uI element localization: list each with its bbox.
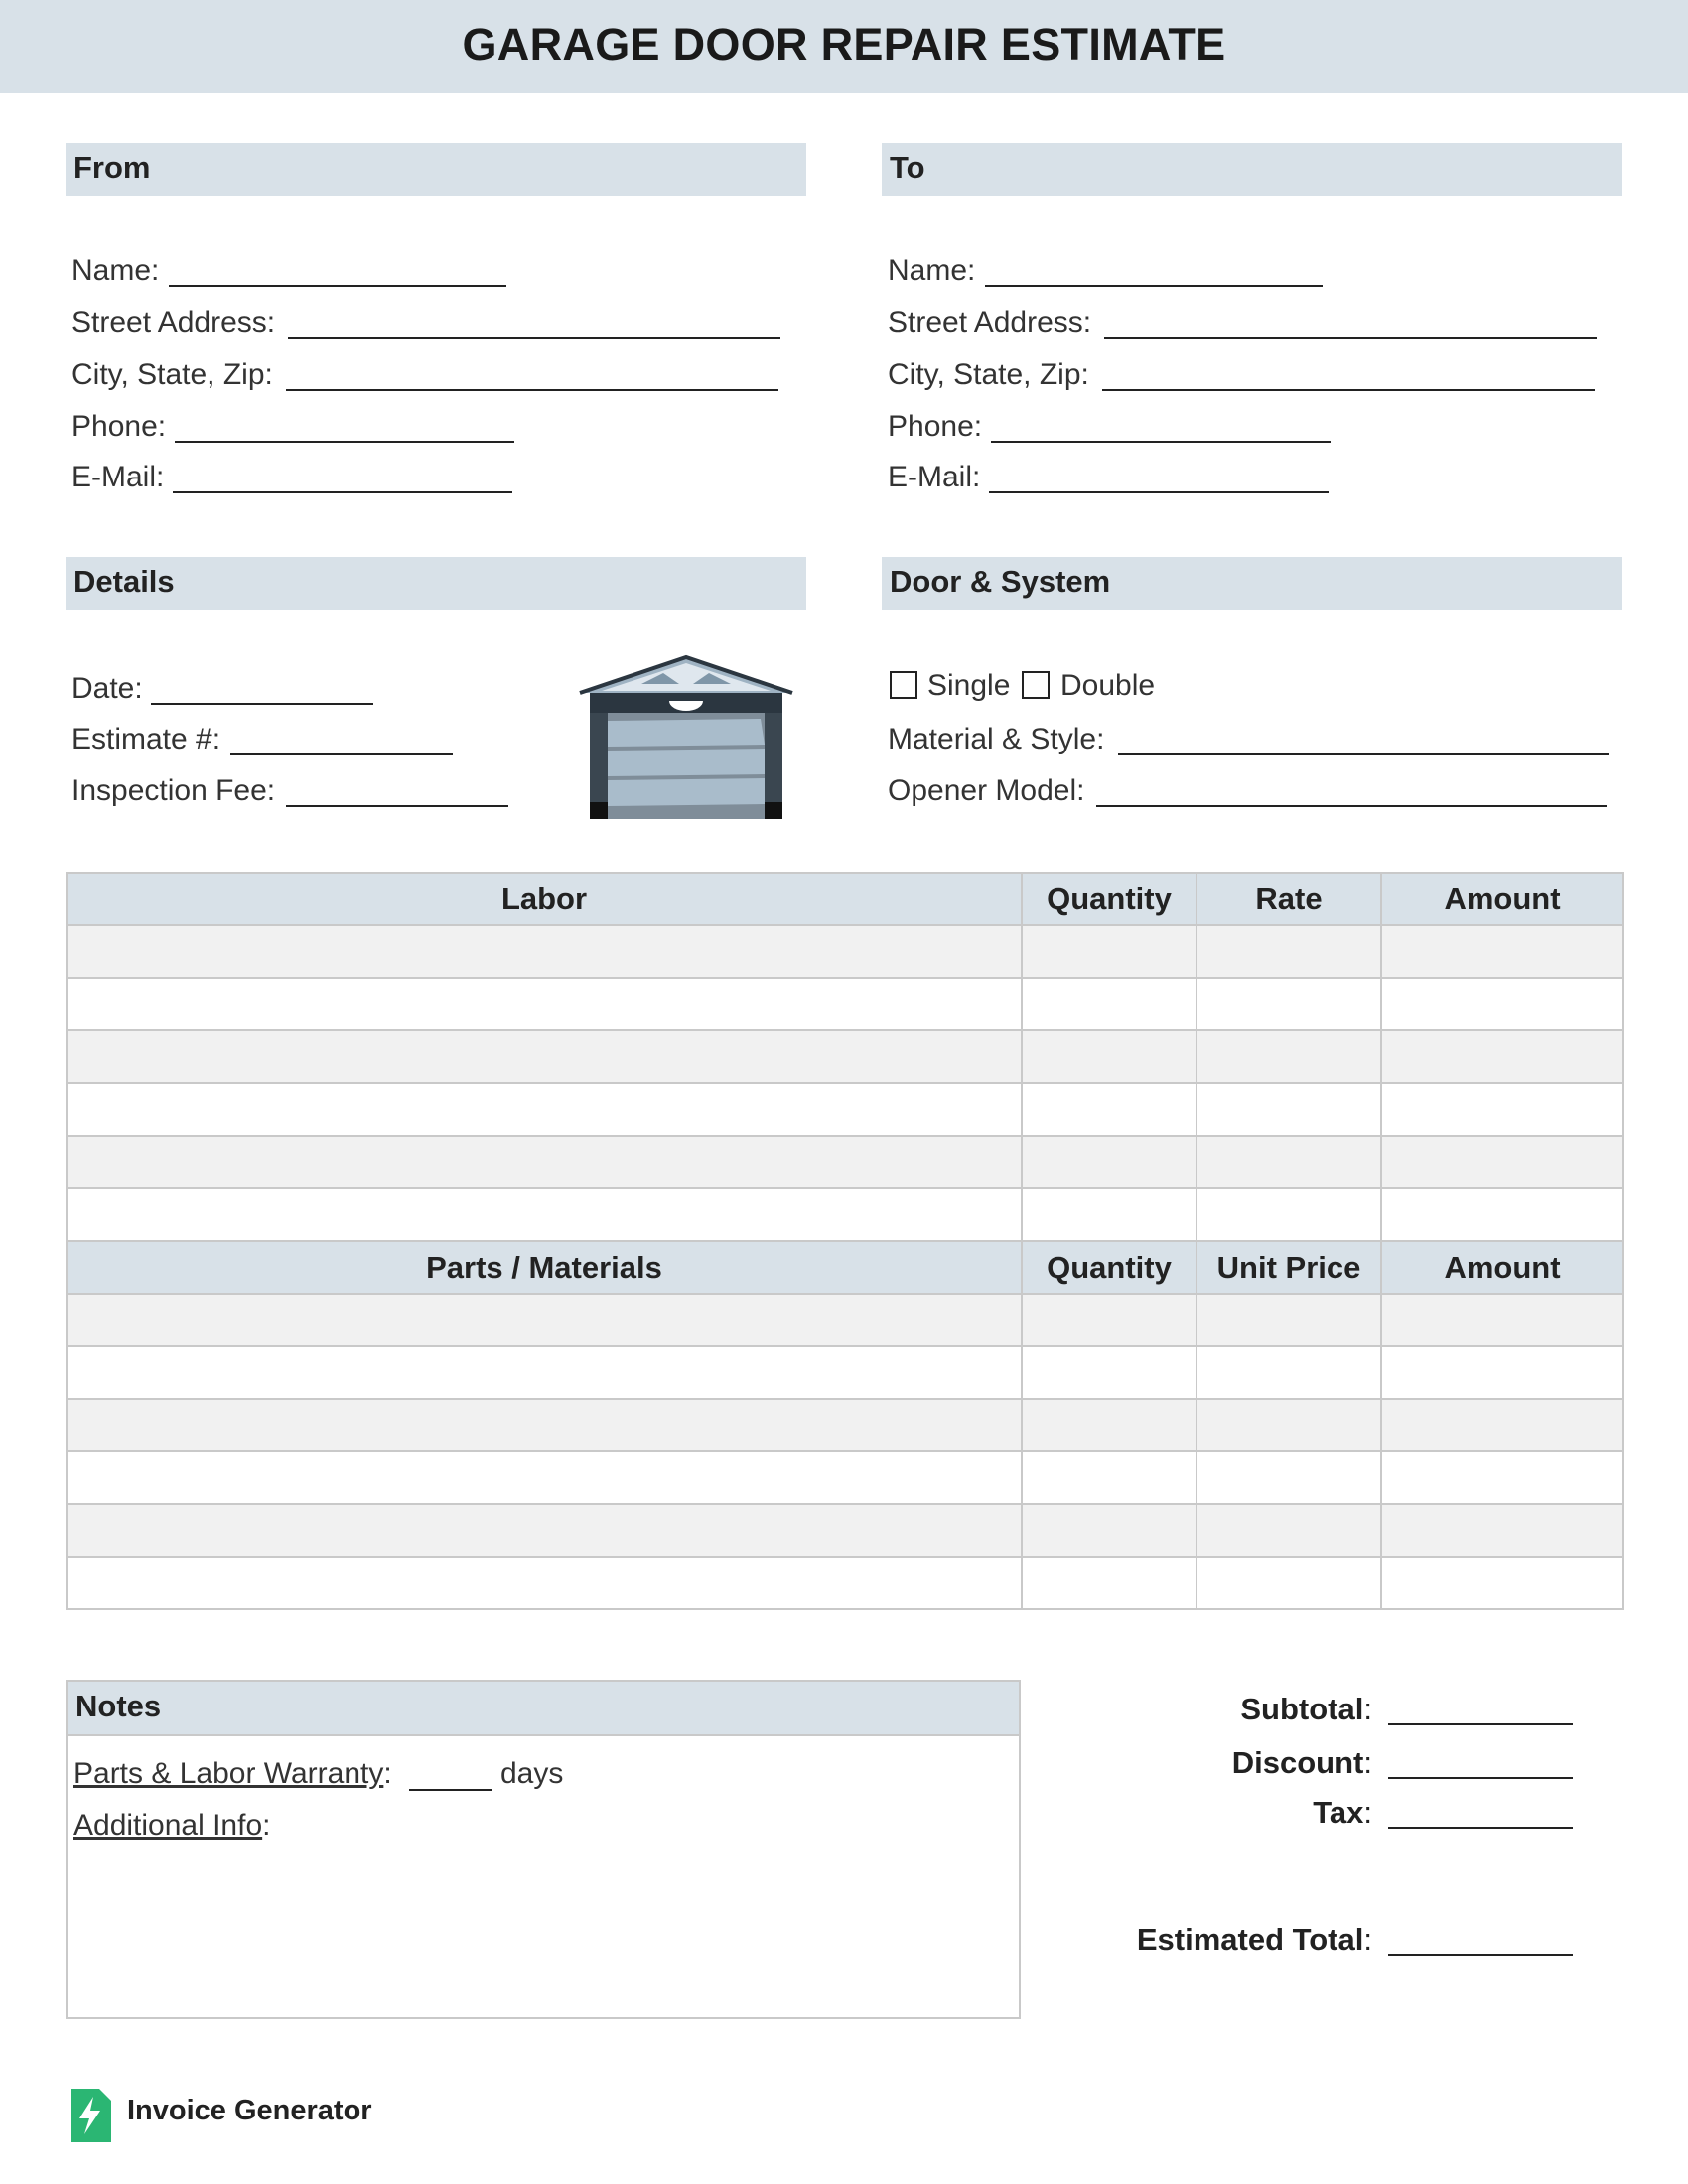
single-checkbox[interactable] bbox=[890, 671, 917, 699]
labor-rate-cell[interactable] bbox=[1196, 1188, 1381, 1241]
labor-row bbox=[67, 1083, 1623, 1136]
parts-desc-cell[interactable] bbox=[67, 1557, 1022, 1609]
labor-rate-cell[interactable] bbox=[1196, 925, 1381, 978]
labor-row bbox=[67, 925, 1623, 978]
notes-header-label: Notes bbox=[75, 1689, 162, 1723]
parts-amount-cell[interactable] bbox=[1381, 1451, 1623, 1504]
tax-row bbox=[1313, 1795, 1372, 1831]
parts-quantity-header: Quantity bbox=[1022, 1241, 1196, 1294]
parts-price-cell[interactable] bbox=[1196, 1346, 1381, 1399]
details-section-header bbox=[66, 557, 806, 610]
from-email-label: E-Mail: bbox=[71, 461, 165, 493]
labor-amount-cell[interactable] bbox=[1381, 978, 1623, 1030]
parts-qty-cell[interactable] bbox=[1022, 1557, 1196, 1609]
opener-model-label: Opener Model: bbox=[888, 774, 1085, 807]
labor-rate-cell[interactable] bbox=[1196, 978, 1381, 1030]
labor-rate-header: Rate bbox=[1196, 873, 1381, 925]
double-label: Double bbox=[1060, 669, 1156, 702]
from-city-field[interactable] bbox=[286, 389, 778, 391]
to-email-field[interactable] bbox=[989, 491, 1329, 493]
from-city-label: City, State, Zip: bbox=[71, 358, 273, 391]
date-label: Date: bbox=[71, 672, 143, 705]
parts-row bbox=[67, 1346, 1623, 1399]
subtotal-colon: : bbox=[1363, 1692, 1372, 1726]
labor-header-row bbox=[67, 873, 1623, 925]
to-header-label: To bbox=[890, 150, 925, 185]
parts-qty-cell[interactable] bbox=[1022, 1346, 1196, 1399]
parts-qty-cell[interactable] bbox=[1022, 1451, 1196, 1504]
from-phone-field[interactable] bbox=[175, 441, 514, 443]
parts-amount-cell[interactable] bbox=[1381, 1294, 1623, 1346]
parts-unit-price-header: Unit Price bbox=[1196, 1241, 1381, 1294]
to-email-label: E-Mail: bbox=[888, 461, 981, 493]
parts-amount-header: Amount bbox=[1381, 1241, 1623, 1294]
to-street-label: Street Address: bbox=[888, 306, 1092, 339]
parts-price-cell[interactable] bbox=[1196, 1557, 1381, 1609]
parts-header-row bbox=[67, 1241, 1623, 1294]
parts-amount-cell[interactable] bbox=[1381, 1557, 1623, 1609]
estimated-total-label: Estimated Total bbox=[1136, 1922, 1364, 1957]
to-city-field[interactable] bbox=[1102, 389, 1595, 391]
from-street-field[interactable] bbox=[288, 337, 780, 339]
parts-amount-cell[interactable] bbox=[1381, 1504, 1623, 1557]
warranty-days-field[interactable] bbox=[409, 1789, 492, 1791]
estimated-total-row bbox=[1137, 1922, 1372, 1958]
to-city-label: City, State, Zip: bbox=[888, 358, 1089, 391]
labor-desc-cell[interactable] bbox=[67, 1136, 1022, 1188]
labor-qty-cell[interactable] bbox=[1022, 1083, 1196, 1136]
parts-price-cell[interactable] bbox=[1196, 1504, 1381, 1557]
parts-price-cell[interactable] bbox=[1196, 1451, 1381, 1504]
door-system-section-header bbox=[882, 557, 1622, 610]
opener-model-field[interactable] bbox=[1096, 805, 1607, 807]
labor-row bbox=[67, 1030, 1623, 1083]
labor-desc-cell[interactable] bbox=[67, 1083, 1022, 1136]
discount-colon: : bbox=[1363, 1745, 1372, 1780]
labor-amount-header: Amount bbox=[1381, 873, 1623, 925]
to-name-label: Name: bbox=[888, 254, 976, 287]
parts-row bbox=[67, 1451, 1623, 1504]
material-style-field[interactable] bbox=[1118, 753, 1609, 755]
additional-info-field[interactable] bbox=[73, 1850, 1007, 2009]
labor-desc-cell[interactable] bbox=[67, 925, 1022, 978]
details-header-label: Details bbox=[73, 564, 175, 599]
labor-amount-cell[interactable] bbox=[1381, 1136, 1623, 1188]
inspection-fee-field[interactable] bbox=[286, 805, 508, 807]
labor-rate-cell[interactable] bbox=[1196, 1083, 1381, 1136]
date-field[interactable] bbox=[151, 703, 373, 705]
inspection-fee-label: Inspection Fee: bbox=[71, 774, 276, 807]
parts-qty-cell[interactable] bbox=[1022, 1294, 1196, 1346]
to-street-field[interactable] bbox=[1104, 337, 1597, 339]
parts-qty-cell[interactable] bbox=[1022, 1399, 1196, 1451]
parts-desc-cell[interactable] bbox=[67, 1294, 1022, 1346]
material-style-label: Material & Style: bbox=[888, 723, 1105, 755]
lightning-bolt-icon bbox=[68, 2089, 111, 2142]
parts-price-cell[interactable] bbox=[1196, 1399, 1381, 1451]
labor-row bbox=[67, 1136, 1623, 1188]
subtotal-field[interactable] bbox=[1388, 1723, 1573, 1725]
parts-amount-cell[interactable] bbox=[1381, 1346, 1623, 1399]
to-phone-label: Phone: bbox=[888, 410, 983, 443]
garage-door-icon bbox=[578, 653, 794, 822]
notes-header bbox=[68, 1682, 1019, 1736]
subtotal-row bbox=[1240, 1692, 1372, 1727]
warranty-colon: : bbox=[383, 1757, 392, 1790]
parts-desc-cell[interactable] bbox=[67, 1504, 1022, 1557]
parts-price-cell[interactable] bbox=[1196, 1294, 1381, 1346]
labor-quantity-header: Quantity bbox=[1022, 873, 1196, 925]
labor-qty-cell[interactable] bbox=[1022, 925, 1196, 978]
parts-desc-cell[interactable] bbox=[67, 1346, 1022, 1399]
tax-colon: : bbox=[1363, 1795, 1372, 1830]
labor-desc-cell[interactable] bbox=[67, 1188, 1022, 1241]
labor-column-header: Labor bbox=[67, 873, 1022, 925]
parts-column-header: Parts / Materials bbox=[67, 1241, 1022, 1294]
labor-amount-cell[interactable] bbox=[1381, 1083, 1623, 1136]
from-email-field[interactable] bbox=[173, 491, 512, 493]
labor-amount-cell[interactable] bbox=[1381, 925, 1623, 978]
tax-label: Tax bbox=[1313, 1795, 1364, 1830]
page-title: GARAGE DOOR REPAIR ESTIMATE bbox=[462, 19, 1226, 69]
labor-qty-cell[interactable] bbox=[1022, 1136, 1196, 1188]
labor-rate-cell[interactable] bbox=[1196, 1136, 1381, 1188]
from-street-label: Street Address: bbox=[71, 306, 276, 339]
from-name-label: Name: bbox=[71, 254, 160, 287]
estimate-number-field[interactable] bbox=[230, 753, 453, 755]
additional-info-colon: : bbox=[262, 1809, 271, 1842]
labor-desc-cell[interactable] bbox=[67, 978, 1022, 1030]
additional-info-row bbox=[73, 1809, 270, 1843]
labor-amount-cell[interactable] bbox=[1381, 1030, 1623, 1083]
tax-field[interactable] bbox=[1388, 1827, 1573, 1829]
from-header-label: From bbox=[73, 150, 151, 185]
labor-desc-cell[interactable] bbox=[67, 1030, 1022, 1083]
single-label: Single bbox=[927, 669, 1011, 702]
parts-row bbox=[67, 1557, 1623, 1609]
estimated-total-field[interactable] bbox=[1388, 1954, 1573, 1956]
estimated-total-colon: : bbox=[1363, 1922, 1372, 1957]
parts-desc-cell[interactable] bbox=[67, 1399, 1022, 1451]
to-phone-field[interactable] bbox=[991, 441, 1331, 443]
parts-row bbox=[67, 1504, 1623, 1557]
line-items-table bbox=[66, 872, 1624, 1610]
brand-name[interactable]: Invoice Generator bbox=[127, 2095, 372, 2126]
double-checkbox[interactable] bbox=[1022, 671, 1050, 699]
labor-row bbox=[67, 978, 1623, 1030]
discount-row bbox=[1232, 1745, 1372, 1781]
labor-amount-cell[interactable] bbox=[1381, 1188, 1623, 1241]
subtotal-label: Subtotal bbox=[1240, 1692, 1364, 1726]
parts-qty-cell[interactable] bbox=[1022, 1504, 1196, 1557]
door-system-header-label: Door & System bbox=[890, 564, 1111, 599]
parts-row bbox=[67, 1294, 1623, 1346]
labor-rate-cell[interactable] bbox=[1196, 1030, 1381, 1083]
to-section-header bbox=[882, 143, 1622, 196]
labor-qty-cell[interactable] bbox=[1022, 1188, 1196, 1241]
discount-field[interactable] bbox=[1388, 1777, 1573, 1779]
from-phone-label: Phone: bbox=[71, 410, 167, 443]
labor-qty-cell[interactable] bbox=[1022, 1030, 1196, 1083]
from-section-header bbox=[66, 143, 806, 196]
title-bar bbox=[0, 0, 1688, 93]
estimate-number-label: Estimate #: bbox=[71, 723, 221, 755]
days-label: days bbox=[500, 1757, 564, 1790]
parts-amount-cell[interactable] bbox=[1381, 1399, 1623, 1451]
to-name-field[interactable] bbox=[985, 285, 1323, 287]
discount-label: Discount bbox=[1231, 1745, 1364, 1780]
additional-info-label: Additional Info bbox=[73, 1809, 263, 1842]
labor-qty-cell[interactable] bbox=[1022, 978, 1196, 1030]
parts-desc-cell[interactable] bbox=[67, 1451, 1022, 1504]
parts-row bbox=[67, 1399, 1623, 1451]
labor-row bbox=[67, 1188, 1623, 1241]
notes-box bbox=[66, 1680, 1021, 2019]
warranty-row bbox=[73, 1757, 392, 1791]
warranty-label: Parts & Labor Warranty bbox=[73, 1757, 384, 1790]
from-name-field[interactable] bbox=[169, 285, 506, 287]
